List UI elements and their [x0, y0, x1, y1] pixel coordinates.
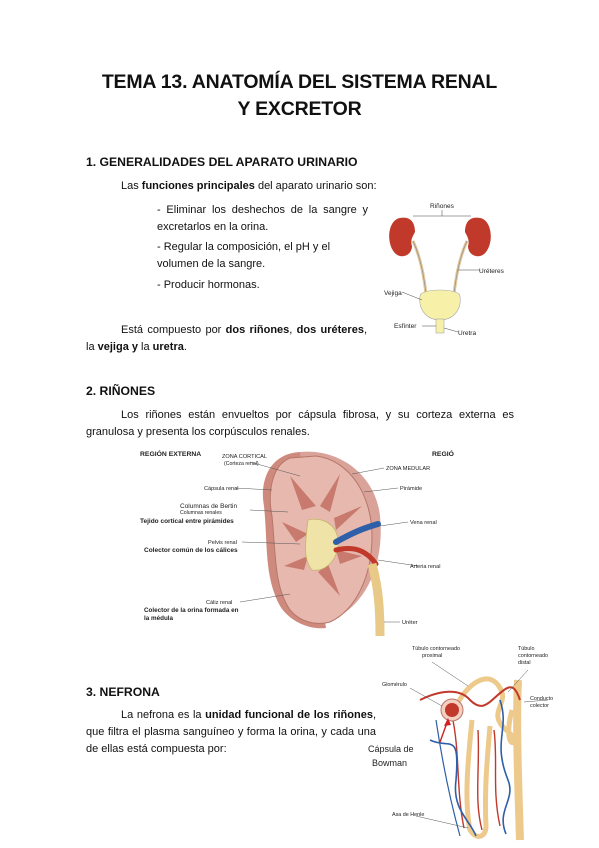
- nephron-text-2: , que filtra el plasma sanguíneo y forma la orina, y cada una de ellas está compuesta por:: [86, 709, 377, 755]
- label-columnas-renales: Columnas renales: [180, 510, 222, 516]
- section-2-heading: 2. RIÑONES: [86, 384, 156, 398]
- kidney-header-right: REGIÓ: [432, 451, 454, 458]
- label-asa-henle: Asa de Henle: [392, 812, 425, 818]
- right-ureter: [454, 241, 467, 294]
- composition-text: [86, 322, 367, 356]
- ureter-tube: [372, 564, 380, 636]
- comp-end: .: [183, 341, 187, 353]
- comp-bold-2: dos uréteres: [296, 324, 364, 336]
- intro-text-1: Las: [121, 180, 142, 192]
- bullet-3: - Producir hormonas.: [157, 279, 260, 291]
- functions-intro: [121, 178, 377, 195]
- label-tejido-cortical: Tejido cortical entre pirámides: [140, 518, 234, 525]
- label-zona-cortical: ZONA CORTICAL: [222, 454, 267, 460]
- label-ureter: Uréter: [402, 620, 418, 626]
- comp-sep: ,: [289, 324, 297, 336]
- nephron-leader-1: [432, 662, 468, 686]
- label-sphincter: Esfínter: [394, 323, 417, 330]
- bullet-2: - Regular la composición, el pH y el volumen de la sangre.: [157, 241, 331, 270]
- kidney-header-left: REGIÓN EXTERNA: [140, 451, 202, 458]
- label-tubulo-distal-3: distal: [518, 660, 531, 666]
- label-colector-orina-2: la médula: [144, 615, 174, 622]
- label-conducto-2: colector: [530, 703, 549, 709]
- urinary-system-figure: [380, 196, 515, 341]
- comp-text-3: la: [137, 341, 153, 353]
- comp-text-1: Está compuesto por: [121, 324, 226, 336]
- bladder: [420, 290, 461, 320]
- label-colector-comun: Colector común de los cálices: [144, 547, 238, 554]
- label-glomerulo: Glomérulo: [382, 682, 407, 688]
- section-1-heading: 1. GENERALIDADES DEL APARATO URINARIO: [86, 155, 358, 169]
- leader-line-4: [402, 292, 422, 300]
- label-tubulo-proximal-1: Túbulo contorneado: [412, 646, 460, 652]
- label-capsula-bowman-2: Bowman: [372, 758, 408, 768]
- nephron-bold: unidad funcional de los riñones: [205, 709, 373, 721]
- title-line-1: TEMA 13. ANATOMÍA DEL SISTEMA RENAL: [101, 71, 498, 93]
- label-tubulo-proximal-2: proximal: [422, 653, 443, 659]
- label-urethra: Uretra: [458, 330, 477, 337]
- nephron-text: [86, 707, 376, 758]
- label-ureters: Uréteres: [479, 268, 504, 275]
- kidney-leader-6: [380, 522, 408, 526]
- label-zona-medular: ZONA MEDULAR: [386, 466, 431, 472]
- label-conducto-1: Conducto: [530, 696, 554, 702]
- label-tubulo-distal-2: contorneado: [518, 653, 548, 659]
- right-kidney: [465, 218, 491, 257]
- leader-line-6: [444, 328, 458, 332]
- comp-text-2: , la: [86, 324, 368, 353]
- label-tubulo-distal-1: Túbulo: [518, 646, 535, 652]
- comp-bold-4: uretra: [152, 341, 184, 353]
- nephron-text-1: La nefrona es la: [121, 709, 206, 721]
- vessel-artery-2: [452, 716, 500, 830]
- title-line-2: Y EXCRETOR: [237, 98, 362, 120]
- intro-text-2: del aparato urinario son:: [254, 180, 377, 192]
- nephron-leader-3: [410, 688, 442, 706]
- label-corteza-renal: (Corteza renal): [224, 461, 259, 467]
- urethra: [436, 319, 444, 333]
- section-3-heading: 3. NEFRONA: [86, 685, 160, 699]
- left-kidney: [389, 218, 415, 257]
- kidneys-text: Los riñones están envueltos por cápsula fibrosa, y su corteza externa es granulosa y presenta los corpúsculos renales.: [86, 409, 514, 438]
- label-colector-orina-1: Colector de la orina formada en: [144, 607, 239, 614]
- glomerulus-shape: [445, 703, 459, 717]
- comp-bold-1: dos riñones: [225, 324, 290, 336]
- label-bladder: Vejiga: [384, 290, 402, 297]
- label-columnas-bertin: Columnas de Bertin: [180, 503, 238, 510]
- label-pelvis-renal: Pelvis renal: [208, 540, 237, 546]
- intro-bold: funciones principales: [141, 180, 255, 192]
- label-vena-renal: Vena renal: [410, 520, 437, 526]
- left-ureter: [413, 241, 426, 294]
- collecting-duct: [517, 680, 520, 840]
- label-caliz-renal: Cáliz renal: [206, 600, 233, 606]
- label-kidneys: Riñones: [430, 203, 454, 210]
- label-capsula-bowman-1: Cápsula de: [368, 744, 414, 754]
- label-capsula-renal: Cápsula renal: [204, 486, 239, 492]
- bullet-1: - Eliminar los deshechos de la sangre y excretarlos en la orina.: [157, 204, 368, 233]
- nephron-figure: [360, 640, 575, 845]
- page-title: [0, 69, 599, 123]
- label-arteria-renal: Arteria renal: [410, 564, 441, 570]
- comp-bold-3: vejiga y: [97, 341, 138, 353]
- label-piramide: Pirámide: [400, 486, 423, 492]
- kidney-section-figure: [140, 446, 460, 638]
